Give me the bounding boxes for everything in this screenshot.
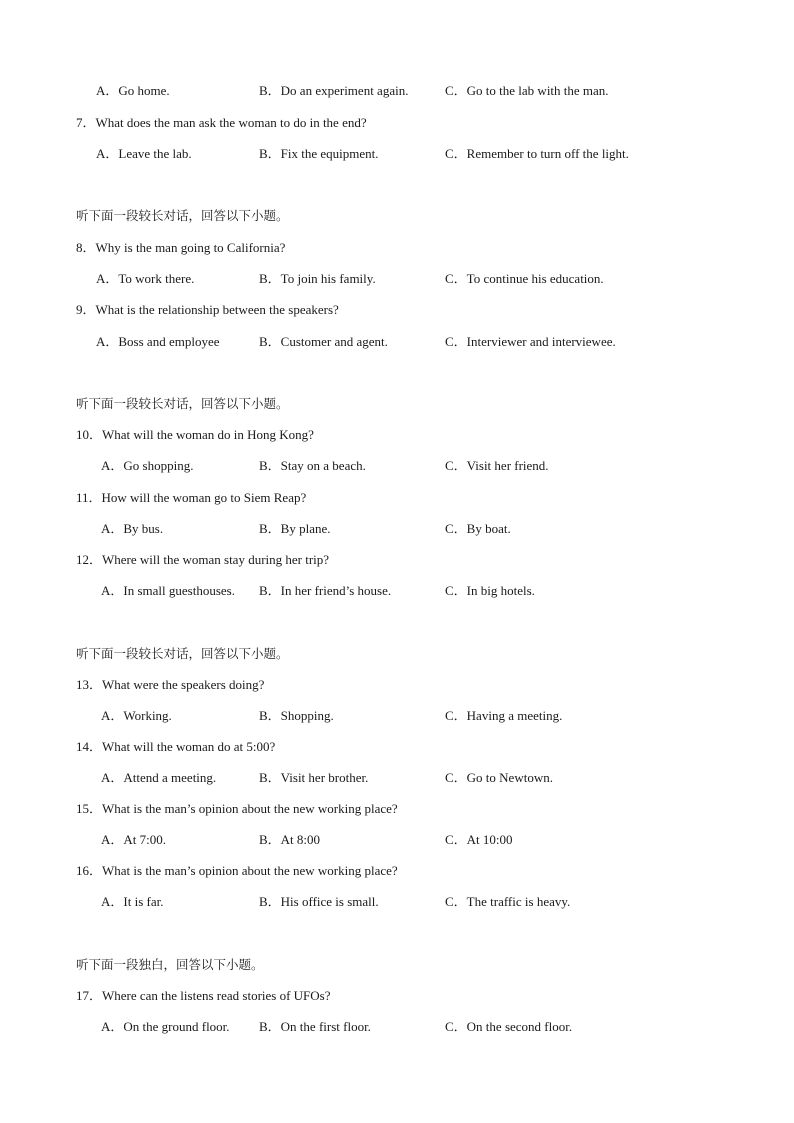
- option-a: A．By bus.: [101, 521, 164, 536]
- option-a: A．To work there.: [96, 271, 195, 286]
- question-text: 17．Where can the listens read stories of UFOs?: [76, 988, 331, 1003]
- option-b: B．Shopping.: [259, 708, 334, 723]
- option-b: B．His office is small.: [259, 894, 379, 909]
- option-c: C．By boat.: [445, 521, 511, 536]
- option-b: B．Fix the equipment.: [259, 146, 379, 161]
- option-c: C．Remember to turn off the light.: [445, 146, 629, 161]
- option-a: A．On the ground floor.: [101, 1019, 230, 1034]
- option-c: C．In big hotels.: [445, 583, 535, 598]
- option-a: A．At 7:00.: [101, 832, 167, 847]
- question-text: 16．What is the man’s opinion about the new working place?: [76, 863, 398, 878]
- option-a: A．Attend a meeting.: [101, 770, 217, 785]
- question-text: 13．What were the speakers doing?: [76, 677, 265, 692]
- option-b: B．At 8:00: [259, 832, 321, 847]
- question-text: 8．Why is the man going to California?: [76, 240, 286, 255]
- option-b: B．To join his family.: [259, 271, 376, 286]
- section-instruction: 听下面一段独白，回答以下小题。: [76, 957, 264, 972]
- option-a: A．Go shopping.: [101, 458, 194, 473]
- option-b: B．Stay on a beach.: [259, 458, 366, 473]
- option-b: B．In her friend’s house.: [259, 583, 392, 598]
- option-c: C．The traffic is heavy.: [445, 894, 571, 909]
- option-a: A．In small guesthouses.: [101, 583, 235, 598]
- option-c: C．At 10:00: [445, 832, 513, 847]
- option-a: A．Go home.: [96, 83, 170, 98]
- question-text: 10．What will the woman do in Hong Kong?: [76, 427, 314, 442]
- option-a: A．It is far.: [101, 894, 164, 909]
- option-a: A．Working.: [101, 708, 172, 723]
- option-b: B．On the first floor.: [259, 1019, 371, 1034]
- question-text: 14．What will the woman do at 5:00?: [76, 739, 276, 754]
- option-b: B．Visit her brother.: [259, 770, 369, 785]
- option-a: A．Boss and employee: [96, 334, 220, 349]
- question-text: 7．What does the man ask the woman to do in the end?: [76, 115, 367, 130]
- option-b: B．By plane.: [259, 521, 331, 536]
- section-instruction: 听下面一段较长对话，回答以下小题。: [76, 396, 289, 411]
- option-b: B．Do an experiment again.: [259, 83, 409, 98]
- question-text: 9．What is the relationship between the speakers?: [76, 302, 339, 317]
- option-c: C．Go to Newtown.: [445, 770, 553, 785]
- option-c: C．Interviewer and interviewee.: [445, 334, 616, 349]
- option-b: B．Customer and agent.: [259, 334, 388, 349]
- option-c: C．Go to the lab with the man.: [445, 83, 609, 98]
- question-text: 15．What is the man’s opinion about the new working place?: [76, 801, 398, 816]
- option-c: C．On the second floor.: [445, 1019, 573, 1034]
- option-c: C．To continue his education.: [445, 271, 604, 286]
- section-instruction: 听下面一段较长对话，回答以下小题。: [76, 208, 289, 223]
- option-a: A．Leave the lab.: [96, 146, 192, 161]
- question-text: 12．Where will the woman stay during her trip?: [76, 552, 330, 567]
- section-instruction: 听下面一段较长对话，回答以下小题。: [76, 646, 289, 661]
- option-c: C．Visit her friend.: [445, 458, 549, 473]
- question-text: 11．How will the woman go to Siem Reap?: [76, 490, 307, 505]
- option-c: C．Having a meeting.: [445, 708, 563, 723]
